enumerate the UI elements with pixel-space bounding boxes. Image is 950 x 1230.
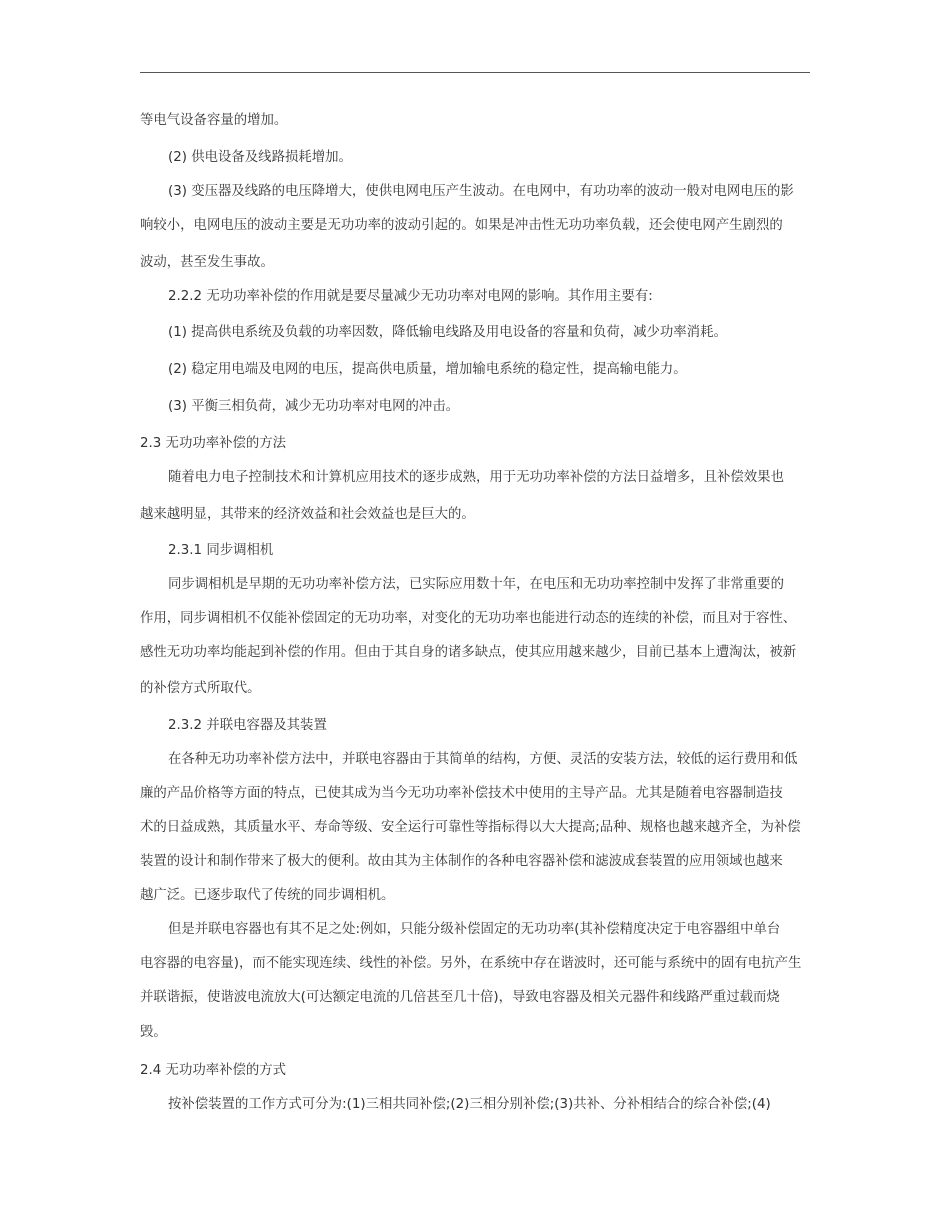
text-line: 但是并联电容器也有其不足之处:例如，只能分级补偿固定的无功功率(其补偿精度决定于电容器组中单台 <box>168 922 781 937</box>
header-rule <box>140 72 810 73</box>
section-heading: 2.4 无功功率补偿的方式 <box>140 1063 287 1078</box>
text-line: 响较小，电网电压的波动主要是无功功率的波动引起的。如果是冲击性无功功率负载，还会使电网产生剧烈的 <box>140 218 783 233</box>
text-line: 并联谐振，使谐波电流放大(可达额定电流的几倍甚至几十倍)，导致电容器及相关元器件和线路严重过载而烧 <box>140 990 780 1005</box>
text-line: (3) 平衡三相负荷，减少无功功率对电网的冲击。 <box>168 399 460 414</box>
text-line: 随着电力电子控制技术和计算机应用技术的逐步成熟，用于无功功率补偿的方法日益增多，且补偿效果也 <box>168 470 784 485</box>
text-line: 在各种无功功率补偿方法中，并联电容器由于其简单的结构，方便、灵活的安装方法，较低的运行费用和低 <box>168 752 798 767</box>
text-line: 等电气设备容量的增加。 <box>140 113 288 128</box>
text-line: (2) 供电设备及线路损耗增加。 <box>168 150 352 165</box>
text-line: 同步调相机是早期的无功功率补偿方法，已实际应用数十年，在电压和无功功率控制中发挥了非常重要的 <box>168 577 784 592</box>
text-line: 波动，甚至发生事故。 <box>140 255 274 270</box>
text-line: 术的日益成熟，其质量水平、寿命等级、安全运行可靠性等指标得以大大提高;品种、规格也越来越齐全，为补偿 <box>140 820 801 835</box>
text-line: 毁。 <box>140 1025 167 1040</box>
text-line: 装置的设计和制作带来了极大的便利。故由其为主体制作的各种电容器补偿和滤波成套装置的应用领域也越来 <box>140 854 783 869</box>
subsection-heading: 2.3.1 同步调相机 <box>168 543 274 558</box>
text-line: 廉的产品价格等方面的特点，已使其成为当今无功功率补偿技术中使用的主导产品。尤其是随着电容器制造技 <box>140 786 783 801</box>
text-line: (1) 提高供电系统及负载的功率因数，降低输电线路及用电设备的容量和负荷，减少功率消耗。 <box>168 325 727 340</box>
text-line: 作用，同步调相机不仅能补偿固定的无功功率，对变化的无功功率也能进行动态的连续的补偿，而且对于容性、 <box>140 611 797 626</box>
text-line: (3) 变压器及线路的电压降增大，使供电网电压产生波动。在电网中，有功功率的波动一般对电网电压的影 <box>168 184 794 199</box>
text-line: 感性无功功率均能起到补偿的作用。但由于其自身的诸多缺点，使其应用越来越少，目前已基本上遭淘汰，被新 <box>140 645 797 660</box>
text-line: 电容器的电容量)，而不能实现连续、线性的补偿。另外，在系统中存在谐波时，还可能与系统中的固有电抗产生 <box>140 956 802 971</box>
text-line: 越广泛。已逐步取代了传统的同步调相机。 <box>140 888 395 903</box>
subsection-heading: 2.3.2 并联电容器及其装置 <box>168 718 327 733</box>
text-line: (2) 稳定用电端及电网的电压，提高供电质量，增加输电系统的稳定性，提高输电能力。 <box>168 362 687 377</box>
text-line: 的补偿方式所取代。 <box>140 681 261 696</box>
subsection-line: 2.2.2 无功功率补偿的作用就是要尽量减少无功功率对电网的影响。其作用主要有: <box>168 289 653 304</box>
section-heading: 2.3 无功功率补偿的方法 <box>140 436 287 451</box>
text-line: 越来越明显，其带来的经济效益和社会效益也是巨大的。 <box>140 507 475 522</box>
text-line: 按补偿装置的工作方式可分为:(1)三相共同补偿;(2)三相分别补偿;(3)共补、分补相结合的综合补偿;(4) <box>168 1097 771 1112</box>
